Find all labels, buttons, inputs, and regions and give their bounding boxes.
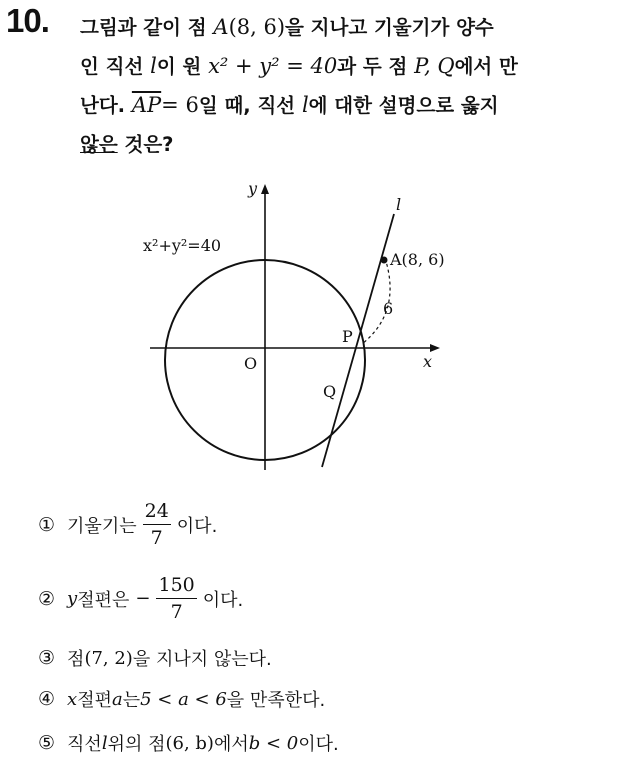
point-a-dot xyxy=(381,257,388,264)
stem-line-2 xyxy=(80,47,620,86)
choice-1[interactable] xyxy=(38,500,217,549)
stem-text: 일 때, 직선 xyxy=(198,94,302,117)
line-l: l xyxy=(301,93,309,117)
point-a: A xyxy=(213,15,229,39)
choice-2[interactable] xyxy=(38,574,243,623)
math-var: a xyxy=(111,688,123,710)
choice-text: 이다. xyxy=(202,589,244,611)
choice-5[interactable] xyxy=(38,730,339,756)
choice-4[interactable] xyxy=(38,686,325,712)
choice-3[interactable] xyxy=(38,645,272,671)
variable: y xyxy=(67,588,78,609)
numerator: 24 xyxy=(143,500,171,525)
segment-length: = 6 xyxy=(161,93,199,117)
choice-text: 점 xyxy=(67,649,85,670)
choice-text: 절편 xyxy=(77,690,112,711)
choice-text: 는 xyxy=(122,690,141,711)
choice-text: 위의 점 xyxy=(107,734,166,755)
y-axis-label: y xyxy=(248,179,258,198)
stem-text: 에서 만 xyxy=(454,55,518,78)
line-l: l xyxy=(150,54,157,78)
fraction xyxy=(143,500,171,549)
variable: x xyxy=(67,688,78,710)
circle-equation: x² + y² = 40 xyxy=(208,54,338,78)
geometry-figure xyxy=(140,172,450,477)
fraction xyxy=(156,574,196,623)
choice-marker: ② xyxy=(38,587,56,610)
stem-text: 을 지나고 기울기가 양수 xyxy=(285,16,494,39)
distance-label: 6 xyxy=(383,299,394,318)
choice-marker: ③ xyxy=(38,647,56,669)
stem-text: 난다. xyxy=(80,94,132,117)
stem-text: 그림과 같이 점 xyxy=(80,16,214,39)
choice-text: 에서 xyxy=(213,734,249,755)
choice-marker: ⑤ xyxy=(38,732,56,754)
numerator: 150 xyxy=(156,574,196,599)
y-axis-arrow xyxy=(261,184,269,194)
choice-marker: ① xyxy=(38,513,56,536)
question-stem xyxy=(80,8,620,164)
sign: − xyxy=(135,588,151,609)
math-expr: 5 < a < 6 xyxy=(140,688,227,710)
point-a-coords: (8, 6) xyxy=(228,15,286,39)
x-axis-label: x xyxy=(423,352,433,371)
stem-text: 것은? xyxy=(117,133,174,156)
points-pq: P, Q xyxy=(414,54,455,78)
choice-text: 절편은 xyxy=(77,589,130,611)
circle-label: x²+y²=40 xyxy=(143,236,222,255)
variable: l xyxy=(101,732,108,754)
choice-text: 이다. xyxy=(298,734,339,755)
line-l xyxy=(322,214,394,467)
point-q-label: Q xyxy=(323,382,337,401)
x-axis-arrow xyxy=(430,344,440,352)
origin-label: O xyxy=(244,354,258,373)
stem-text: 에 대한 설명으로 옳지 xyxy=(308,94,499,117)
stem-text: 과 두 점 xyxy=(337,55,415,78)
question-number: 10. xyxy=(6,2,49,39)
stem-line-4 xyxy=(80,125,620,164)
choice-text: 직선 xyxy=(67,734,102,755)
denominator: 7 xyxy=(170,601,183,623)
stem-text: 인 직선 xyxy=(80,55,151,78)
math-expr: (6, b) xyxy=(165,732,214,754)
point-p-label: P xyxy=(342,327,353,346)
segment-ap: $\overline{AP}$ xyxy=(131,93,162,117)
choice-text: 이다. xyxy=(176,515,218,537)
line-label: l xyxy=(396,195,402,214)
stem-line-1 xyxy=(80,8,620,47)
stem-text: 이 원 xyxy=(156,55,209,78)
choice-text: 을 만족한다. xyxy=(226,690,326,711)
denominator: 7 xyxy=(150,527,163,549)
choice-text: 을 지나지 않는다. xyxy=(132,649,272,670)
stem-emphasis: 않은 xyxy=(80,133,118,156)
math-expr: b < 0 xyxy=(248,732,299,754)
math-expr: (7, 2) xyxy=(84,647,133,669)
choice-text: 기울기는 xyxy=(67,515,137,537)
choice-marker: ④ xyxy=(38,688,56,710)
point-a-label: A(8, 6) xyxy=(390,250,445,269)
stem-line-3 xyxy=(80,86,620,125)
